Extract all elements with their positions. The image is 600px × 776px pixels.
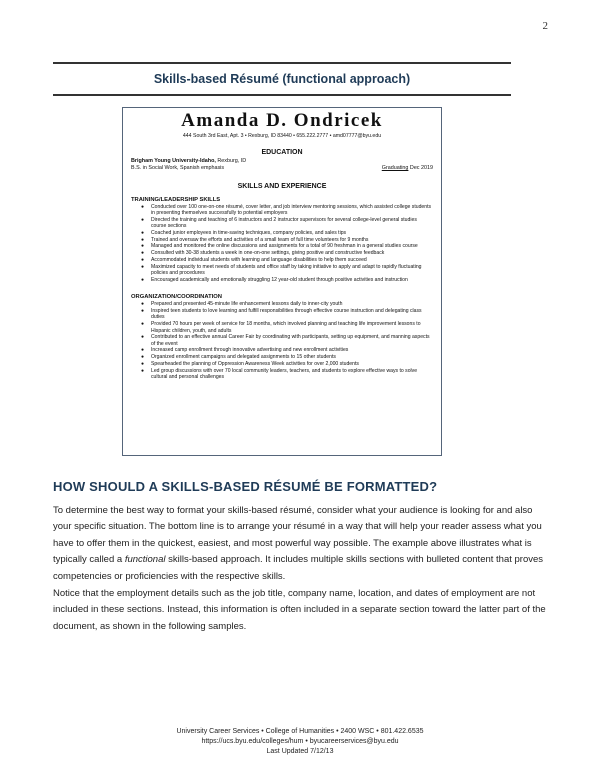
list-item-text: Directed the training and teaching of 6 instructors and 2 instructor supervisors for several college-level general studies course sections bbox=[151, 216, 417, 230]
paragraph-1-italic: functional bbox=[124, 554, 166, 566]
bullet-icon: ● bbox=[141, 256, 145, 263]
bullet-icon: ● bbox=[141, 276, 145, 283]
list-item bbox=[141, 230, 433, 237]
bullet-icon: ● bbox=[141, 308, 145, 315]
paragraph-1-end: skills-based approach. It includes multiple skills sections with bulleted content that proves competencies or proficiencies with the respective skills. bbox=[53, 554, 544, 582]
bullet-icon: ● bbox=[141, 263, 145, 270]
list-item-text: Organized enrollment campaigns and delegated assignments to 15 other students bbox=[151, 354, 336, 361]
list-item-text: Trained and oversaw the efforts and activities of a small team of full time volunteers for 9 months bbox=[151, 236, 369, 243]
list-item-text: Spearheaded the planning of Oppression Awareness Week activities for over 2,000 students bbox=[151, 360, 359, 367]
list-item-text: Conducted over 100 one-on-one résumé, cover letter, and job interview mentoring sessions, which assisted college students in presenting themselves successfully to potential employers bbox=[151, 203, 432, 217]
skills-heading: SKILLS AND EXPERIENCE bbox=[237, 182, 327, 190]
list-item bbox=[141, 360, 433, 367]
list-item-text: Prepared and presented 45-minute life enhancement lessons daily to inner-city youth bbox=[151, 301, 343, 308]
school-name: Brigham Young University-Idaho, bbox=[131, 158, 216, 164]
footer-line-2: https://ucs.byu.edu/colleges/hum • byucareerservices@byu.edu bbox=[201, 738, 399, 745]
list-item bbox=[141, 250, 433, 257]
list-item-text: Contributed to an effective annual Career Fair by coordinating with participants, setting up equipment, and manning aspects of the event bbox=[151, 334, 430, 347]
list-item bbox=[141, 276, 433, 283]
training-list bbox=[131, 204, 433, 283]
section-title: Skills-based Résumé (functional approach) bbox=[153, 72, 411, 86]
paragraph-1-start: To determine the best way to format your skills-based résumé, consider what your audience is looking for and also your specific situation. The bottom line is to arrange your résumé in a way that will help your reader assess what you have to offer them in the quickest, easiest, and most powerful way possible. The example above illustrates what is typically called a bbox=[53, 505, 542, 566]
list-item bbox=[141, 354, 433, 361]
list-item-text: Encouraged academically and emotionally struggling 12 year-old student through positive activities and instruction bbox=[151, 276, 408, 283]
organization-heading: ORGANIZATION/COORDINATION bbox=[131, 294, 222, 301]
school-line bbox=[131, 158, 433, 165]
bullet-icon: ● bbox=[141, 321, 145, 328]
list-item bbox=[141, 321, 433, 334]
footer-line-3: Last Updated 7/12/13 bbox=[266, 748, 334, 755]
bullet-icon: ● bbox=[141, 236, 145, 243]
resume-name: Amanda D. Ondricek bbox=[181, 110, 383, 131]
list-item bbox=[141, 263, 433, 277]
how-heading: HOW SHOULD A SKILLS-BASED RÉSUMÉ BE FORMATTED? bbox=[53, 479, 438, 494]
page-number: 2 bbox=[542, 20, 548, 32]
bullet-icon: ● bbox=[141, 216, 145, 223]
graduating-date: Dec 2019 bbox=[408, 165, 433, 172]
bullet-icon: ● bbox=[141, 334, 145, 341]
bullet-icon: ● bbox=[141, 347, 145, 354]
list-item bbox=[141, 308, 433, 321]
list-item-text: Accommodated individual students with learning and language disabilities to help them succeed bbox=[151, 256, 367, 263]
list-item-text: Provided 70 hours per week of service for 18 months, which involved planning and teaching life improvement lessons to Hispanic children, youth, and adults bbox=[151, 321, 421, 334]
training-heading: TRAINING/LEADERSHIP SKILLS bbox=[131, 196, 221, 203]
footer-line-1: University Career Services • College of Humanities • 2400 WSC • 801.422.6535 bbox=[176, 728, 424, 735]
degree-row bbox=[131, 165, 433, 172]
resume-contact: 444 South 3rd East, Apt. 3 • Rexburg, ID 83440 • 655.222.2777 • amd07777@byu.edu bbox=[182, 133, 382, 139]
graduation bbox=[382, 165, 433, 172]
resume-sample bbox=[122, 107, 442, 456]
list-item bbox=[141, 203, 433, 217]
list-item-text: Managed and monitored the online discussions and assignments for a total of 90 freshman in a general studies course bbox=[151, 243, 418, 250]
list-item bbox=[141, 216, 433, 230]
list-item bbox=[141, 367, 433, 381]
list-item-text: Maximized capacity to meet needs of students and office staff by taking initiative to apply and adapt to rapidly fluctuating policies and procedures bbox=[151, 263, 422, 276]
list-item bbox=[141, 236, 433, 243]
degree: B.S. in Social Work, Spanish emphasis bbox=[131, 165, 225, 172]
bullet-icon: ● bbox=[141, 230, 145, 237]
organization-list bbox=[131, 301, 433, 380]
list-item bbox=[141, 243, 433, 250]
list-item bbox=[141, 256, 433, 263]
list-item-text: Led group discussions with over 70 local community leaders, teachers, and students to explore effective ways to solve cultural and personal challenges bbox=[151, 367, 418, 380]
title-rule bbox=[53, 94, 511, 96]
list-item bbox=[141, 347, 433, 354]
education-heading: EDUCATION bbox=[261, 149, 303, 156]
top-rule bbox=[53, 62, 511, 64]
graduating-label: Graduating bbox=[381, 165, 409, 172]
list-item-text: Inspired teen students to love learning and fulfill responsibilities through effective course instruction and delegating class duties bbox=[151, 308, 422, 321]
bullet-icon: ● bbox=[141, 250, 145, 257]
bullet-icon: ● bbox=[141, 203, 145, 210]
list-item-text: Increased camp enrollment through innovative advertising and new enrollment activities bbox=[151, 347, 349, 354]
school-location: Rexburg, ID bbox=[215, 158, 247, 164]
list-item bbox=[141, 301, 433, 308]
bullet-icon: ● bbox=[141, 301, 145, 308]
footer bbox=[0, 727, 600, 757]
paragraph-2: Notice that the employment details such as the job title, company name, location, and dates of employment are not included in these sections. Instead, this information is often included in a separate section toward the latter part of the document, as shown in the following samples. bbox=[53, 588, 546, 632]
list-item-text: Coached junior employees in time-saving techniques, company policies, and sales tips bbox=[151, 230, 347, 237]
bullet-icon: ● bbox=[141, 354, 145, 361]
list-item-text: Consulted with 30-38 students a week in one-on-one settings, giving positive and constructive feedback bbox=[151, 250, 385, 257]
bullet-icon: ● bbox=[141, 367, 145, 374]
paragraph-1 bbox=[53, 503, 550, 585]
bullet-icon: ● bbox=[141, 360, 145, 367]
list-item bbox=[141, 334, 433, 347]
bullet-icon: ● bbox=[141, 243, 145, 250]
